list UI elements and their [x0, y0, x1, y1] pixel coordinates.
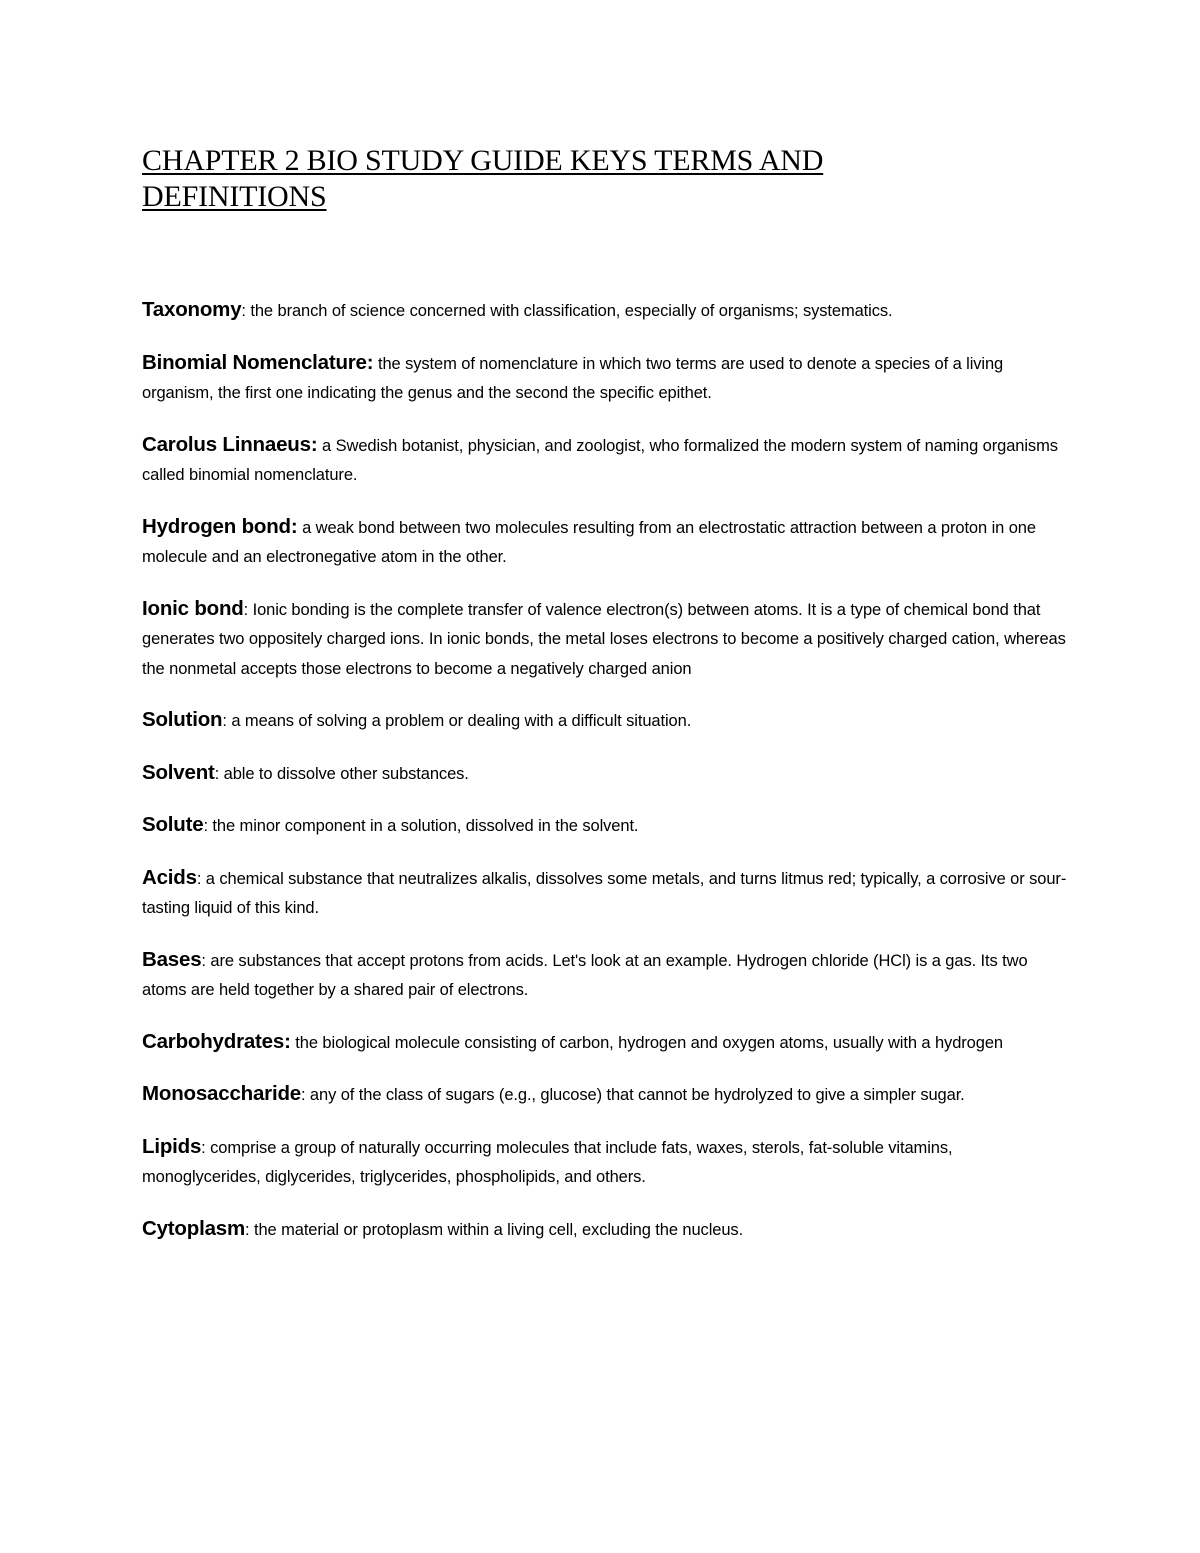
term-name: Binomial Nomenclature — [142, 350, 367, 374]
term-name: Acids — [142, 865, 197, 889]
term-name: Lipids — [142, 1134, 202, 1158]
term-separator: : — [290, 514, 298, 538]
term-definition: comprise a group of naturally occurring molecules that include fats, waxes, sterols, fat-soluble vitamins, monoglycerides, diglycerides, triglycerides, phospholipids, and others. — [142, 1138, 953, 1186]
term-separator: : — [310, 432, 318, 456]
term-separator: : — [366, 350, 374, 374]
term-name: Solvent — [142, 760, 215, 784]
term-definition: a chemical substance that neutralizes alkalis, dissolves some metals, and turns litmus red; typically, a corrosive or sour-tasting liquid of this kind. — [142, 869, 1067, 917]
term-definition: the system of nomenclature in which two terms are used to denote a species of a living organism, the first one indicating the genus and the second the specific epithet. — [142, 354, 1004, 402]
term-separator: : — [284, 1029, 291, 1053]
term-hydrogen-bond — [142, 512, 1072, 573]
term-acids — [142, 863, 1072, 924]
term-separator: : — [201, 951, 206, 970]
term-separator: : — [196, 869, 202, 888]
term-name: Hydrogen bond — [142, 514, 291, 538]
term-taxonomy — [142, 295, 1072, 327]
term-name: Ionic bond — [142, 596, 244, 620]
term-name: Taxonomy — [142, 298, 242, 321]
term-separator: : — [300, 1086, 306, 1104]
term-name: Solution — [142, 708, 223, 731]
term-solute — [142, 810, 1072, 842]
term-monosaccharide — [142, 1079, 1072, 1111]
term-separator: : — [203, 817, 208, 835]
term-solvent — [142, 758, 1072, 790]
term-separator: : — [243, 600, 249, 619]
term-definition: able to dissolve other substances. — [219, 764, 469, 783]
term-definition: a means of solving a problem or dealing with a difficult situation. — [226, 712, 692, 730]
term-definition: the biological molecule consisting of carbon, hydrogen and oxygen atoms, usually with a hydrogen — [290, 1033, 1003, 1052]
term-definition: the material or protoplasm within a living cell, excluding the nucleus. — [249, 1220, 744, 1239]
term-separator: : — [222, 712, 227, 730]
term-ionic-bond — [142, 594, 1072, 685]
term-binomial-nomenclature — [142, 348, 1072, 409]
term-definition: the minor component in a solution, dissolved in the solvent. — [207, 817, 639, 835]
term-name: Carolus Linnaeus — [142, 432, 311, 456]
term-separator: : — [214, 764, 220, 783]
term-lipids — [142, 1132, 1072, 1193]
term-name: Cytoplasm — [142, 1216, 246, 1240]
term-definition: a weak bond between two molecules resulting from an electrostatic attraction between a proton in one molecule and an electronegative atom in the other. — [142, 518, 1036, 566]
term-definition: a Swedish botanist, physician, and zoologist, who formalized the modern system of naming organisms called binomial nomenclature. — [142, 436, 1058, 484]
term-separator: : — [245, 1220, 250, 1239]
term-name: Solute — [142, 813, 204, 836]
term-definition: any of the class of sugars (e.g., glucose) that cannot be hydrolyzed to give a simpler sugar. — [305, 1086, 965, 1104]
term-cytoplasm — [142, 1214, 1072, 1246]
term-definition: Ionic bonding is the complete transfer of valence electron(s) between atoms. It is a type of chemical bond that generates two oppositely charged ions. In ionic bonds, the metal loses electrons to become a positively charged cation, whereas the nonmetal accepts those electrons to become a negatively charged anion — [142, 600, 1066, 678]
term-carolus-linnaeus — [142, 430, 1072, 491]
term-name: Monosaccharide — [142, 1082, 301, 1105]
term-bases — [142, 945, 1072, 1006]
term-separator: : — [201, 1138, 206, 1157]
term-name: Carbohydrates — [142, 1029, 285, 1053]
term-solution — [142, 705, 1072, 737]
term-definition: are substances that accept protons from acids. Let's look at an example. Hydrogen chloride (HCl) is a gas. Its two atoms are held together by a shared pair of electrons. — [142, 951, 1028, 999]
terms-list — [142, 295, 1072, 1266]
term-separator: : — [241, 302, 246, 320]
term-carbohydrates — [142, 1027, 1072, 1059]
term-name: Bases — [142, 947, 202, 971]
page-title: CHAPTER 2 BIO STUDY GUIDE KEYS TERMS AND DEFINITIONS — [142, 144, 824, 213]
term-definition: the branch of science concerned with classification, especially of organisms; systematics. — [245, 302, 893, 320]
